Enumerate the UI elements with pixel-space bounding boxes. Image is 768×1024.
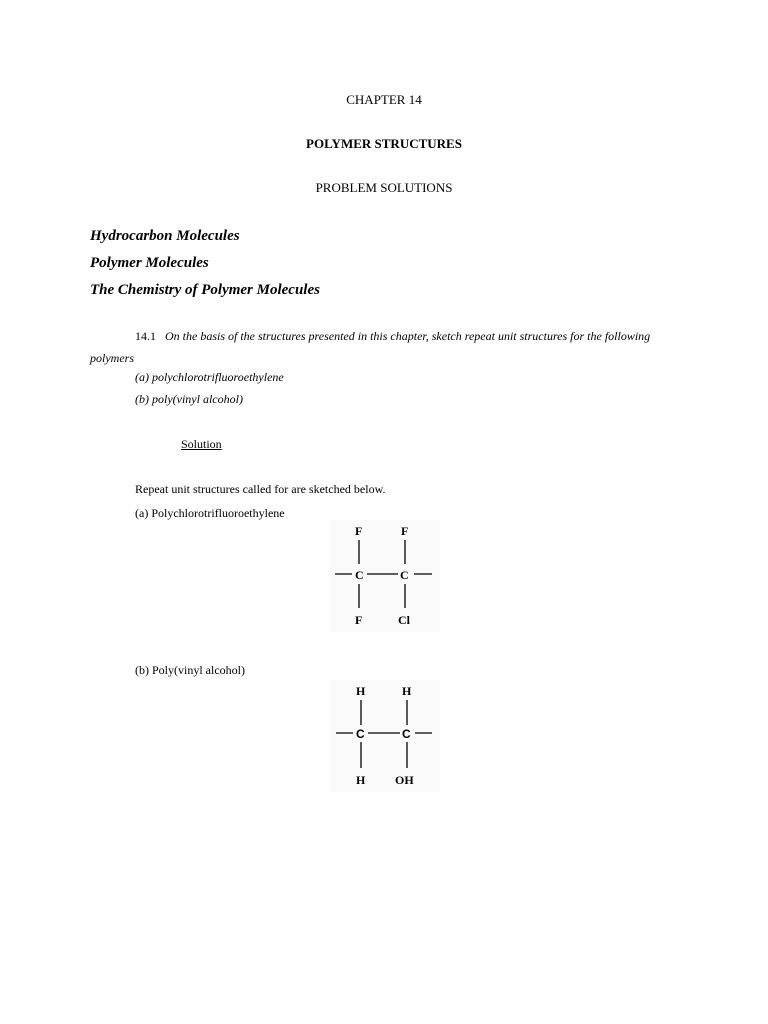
chapter-subtitle: PROBLEM SOLUTIONS: [315, 180, 453, 195]
section-heading-hydrocarbon: Hydrocarbon Molecules: [90, 228, 240, 244]
problem-item-a: (a) polychlorotrifluoroethylene: [135, 370, 284, 384]
solution-heading: Solution: [181, 437, 222, 451]
solution-part-b-label: (b) Poly(vinyl alcohol): [135, 663, 245, 677]
atom-bottom-right: Cl: [398, 613, 410, 627]
atom-bottom-left: F: [355, 613, 363, 627]
solution-part-a-label: (a) Polychlorotrifluoroethylene: [135, 506, 285, 520]
structure-diagram-pva: [330, 680, 440, 792]
chapter-heading: CHAPTER 14: [346, 92, 422, 107]
atom-bottom-left: H: [356, 773, 366, 787]
atom-top-right: H: [402, 684, 412, 698]
section-heading-polymer: Polymer Molecules: [90, 255, 209, 271]
atom-top-left: H: [356, 684, 366, 698]
atom-carbon-right: C: [400, 568, 409, 582]
solution-intro: Repeat unit structures called for are sketched below.: [135, 482, 386, 496]
problem-question: On the basis of the structures presented in this chapter, sketch repeat unit structures for the following polymers: [90, 329, 651, 365]
problem-statement: [90, 325, 690, 369]
section-heading-chemistry: The Chemistry of Polymer Molecules: [90, 282, 320, 298]
structure-svg-pva: [330, 680, 440, 792]
problem-number: 14.1: [135, 329, 156, 343]
atom-top-left: F: [355, 524, 363, 538]
atom-carbon-right: C: [402, 727, 411, 741]
problem-item-b: (b) poly(vinyl alcohol): [135, 392, 243, 406]
atom-carbon-left: C: [355, 568, 364, 582]
atom-top-right: F: [401, 524, 409, 538]
structure-svg-pctfe: [330, 520, 440, 632]
atom-bottom-right: OH: [395, 773, 414, 787]
atom-carbon-left: C: [356, 727, 365, 741]
chapter-title: POLYMER STRUCTURES: [306, 136, 462, 151]
structure-diagram-pctfe: [330, 520, 440, 632]
